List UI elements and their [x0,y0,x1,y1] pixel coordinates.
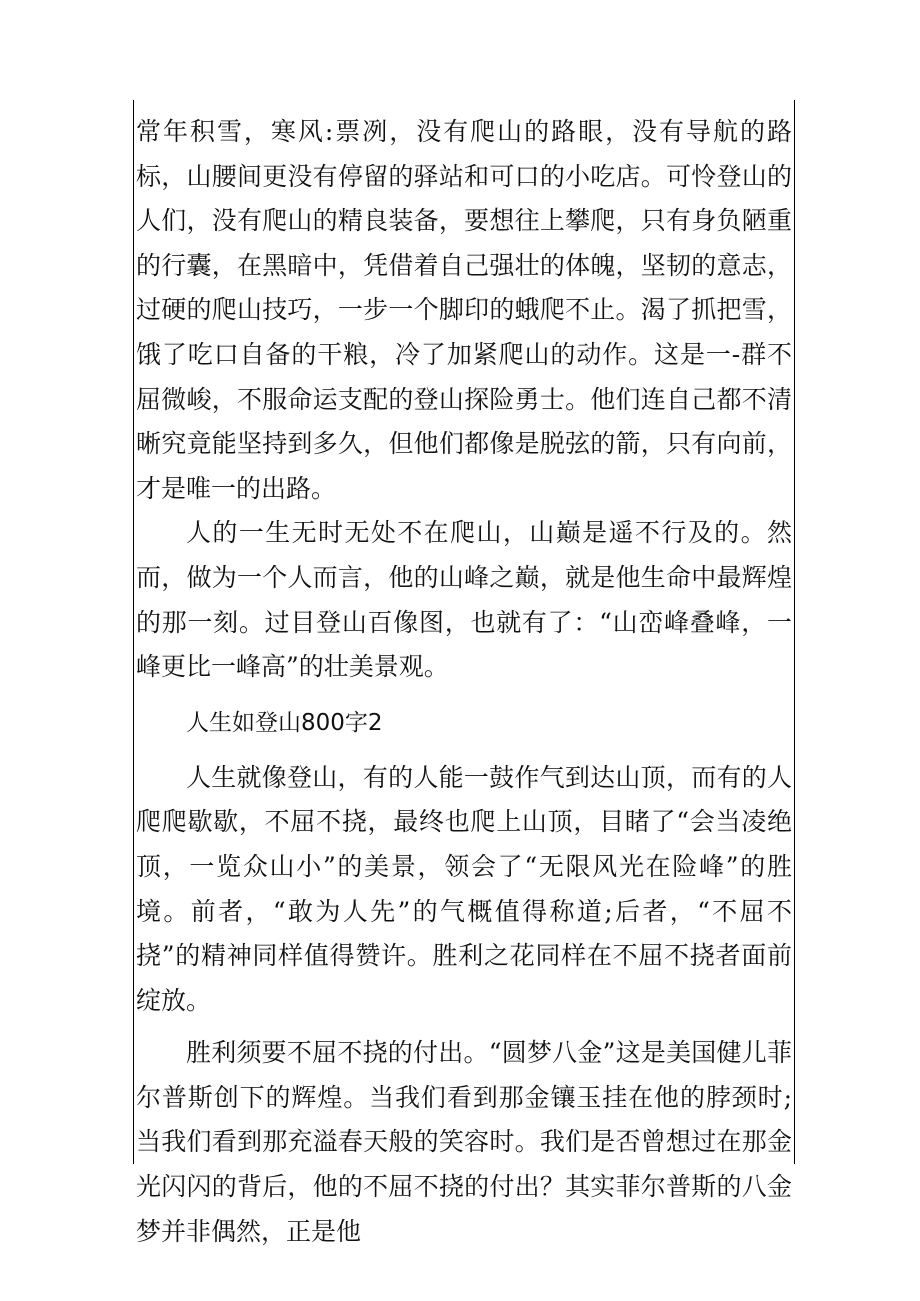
paragraph: 胜利须要不屈不挠的付出。“圆梦八金”这是美国健儿菲尔普斯创下的辉煌。当我们看到那金镶玉挂在他的脖颈时;当我们看到那充溢春天般的笑容时。我们是否曾想过在那金光闪闪的背后，他的不屈不挠的付出？其实菲尔普斯的八金梦并非偶然，正是他 [136,1038,792,1246]
paragraph: 人生就像登山，有的人能一鼓作气到达山顶，而有的人爬爬歇歇，不屈不挠，最终也爬上山顶，目睹了“会当凌绝顶，一览众山小”的美景，领会了“无限风光在险峰”的胜境。前者，“敢为人先”的气概值得称道;后者，“不屈不挠”的精神同样值得赞许。胜利之花同样在不屈不挠者面前绽放。 [136,762,792,1015]
paragraph: 人的一生无时无处不在爬山，山巅是遥不行及的。然而，做为一个人而言，他的山峰之巅，就是他生命中最辉煌的那一刻。过目登山百像图，也就有了：“山峦峰叠峰，一峰更比一峰高”的壮美景观。 [136,518,792,682]
right-margin-rule [794,100,795,1164]
left-margin-rule [133,100,134,1164]
document-body [136,110,792,1254]
paragraph-continued: 常年积雪，寒风:票冽，没有爬山的路眼，没有导航的路标，山腰间更没有停留的驿站和可口的小吃店。可怜登山的人们，没有爬山的精良装备，要想往上攀爬，只有身负陋重的行囊，在黑暗中，凭借着自己强壮的体魄，坚韧的意志，过硬的爬山技巧，一步一个脚印的蛾爬不止。渴了抓把雪，饿了吃口自备的干粮，冷了加紧爬山的动作。这是一-群不屈微峻，不服命运支配的登山探险勇士。他们连自己都不清晰究竟能坚持到多久，但他们都像是脱弦的箭，只有向前，才是唯一的出路。 [136,117,792,503]
section-heading: 人生如登山800字2 [186,709,383,736]
